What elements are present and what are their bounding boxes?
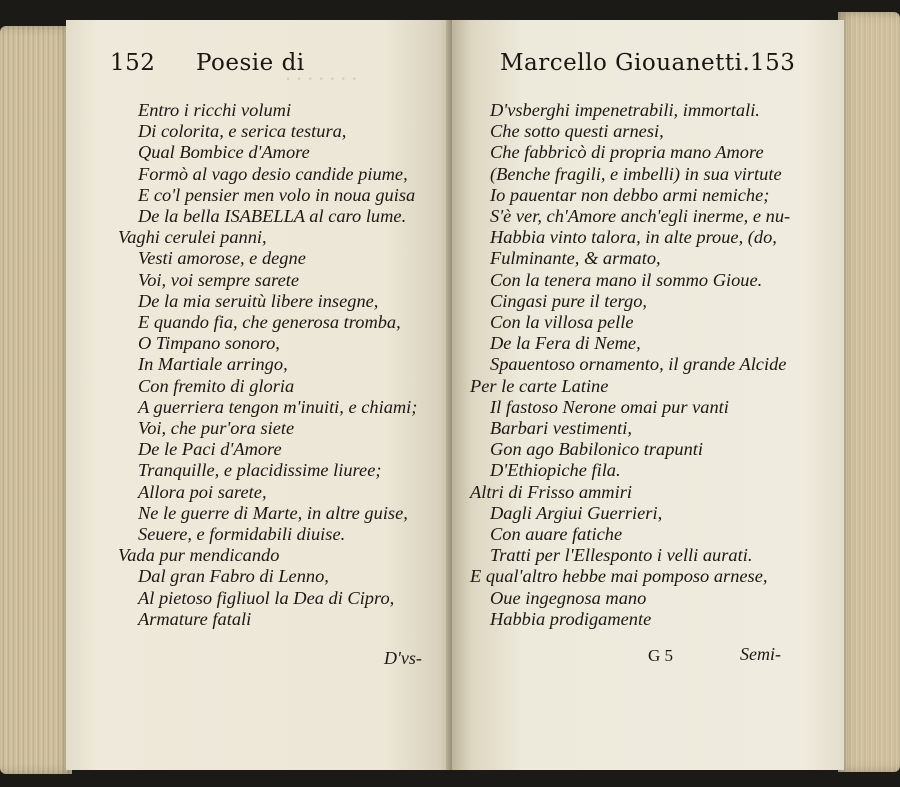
verse-line: Vaghi cerulei panni, bbox=[118, 227, 267, 248]
show-through-text: . . . . . . . bbox=[286, 60, 358, 85]
verse-line: Voi, che pur'ora siete bbox=[138, 418, 295, 439]
left-page-number: 152 bbox=[110, 50, 156, 76]
verse-line: Voi, voi sempre sarete bbox=[138, 269, 300, 290]
verse-line: Habbia vinto talora, in alte proue, (do, bbox=[490, 227, 777, 248]
verse-line: Di colorita, e serica testura, bbox=[138, 121, 347, 142]
signature-mark: G 5 bbox=[648, 646, 674, 665]
verse-line: Dagli Argiui Guerrieri, bbox=[490, 502, 663, 523]
left-catchword: D'vs- bbox=[384, 648, 422, 668]
verse-line: Armature fatali bbox=[138, 608, 252, 629]
verse-line: Che fabbricò di propria mano Amore bbox=[490, 142, 764, 163]
verse-line: Fulminante, & armato, bbox=[490, 248, 661, 269]
verse-line: Qual Bombice d'Amore bbox=[138, 142, 310, 163]
verse-line: De la Fera di Neme, bbox=[490, 333, 641, 354]
verse-line: Con auare fatiche bbox=[490, 524, 623, 545]
verse-line: E qual'altro hebbe mai pomposo arnese, bbox=[470, 566, 768, 587]
verse-line: Con la villosa pelle bbox=[490, 312, 634, 333]
verse-line: S'è ver, ch'Amore anch'egli inerme, e nu- bbox=[490, 206, 791, 227]
verse-line: De la mia seruitù libere insegne, bbox=[138, 290, 379, 311]
right-page bbox=[452, 20, 844, 770]
verse-line: O Timpano sonoro, bbox=[138, 333, 280, 354]
verse-line: Vesti amorose, e degne bbox=[138, 248, 306, 269]
verse-line: Dal gran Fabro di Lenno, bbox=[138, 566, 329, 587]
verse-line: Gon ago Babilonico trapunti bbox=[490, 439, 704, 460]
verse-line: Altri di Frisso ammiri bbox=[470, 481, 632, 502]
verse-line: (Benche fragili, e imbelli) in sua virtute bbox=[490, 163, 782, 184]
right-verse-block bbox=[470, 100, 790, 630]
verse-line: D'vsberghi impenetrabili, immortali. bbox=[490, 100, 760, 120]
verse-line: Tratti per l'Ellesponto i velli aurati. bbox=[490, 545, 753, 566]
verse-line: Vada pur mendicando bbox=[118, 545, 280, 566]
verse-line: Tranquille, e placidissime liuree; bbox=[138, 460, 382, 481]
right-page-number: 153 bbox=[750, 50, 796, 76]
verse-line: Il fastoso Nerone omai pur vanti bbox=[490, 396, 729, 417]
verse-line: E quando fia, che generosa tromba, bbox=[138, 312, 401, 333]
open-book bbox=[0, 8, 900, 780]
verse-line: Ne le guerre di Marte, in altre guise, bbox=[138, 502, 408, 523]
verse-line: Per le carte Latine bbox=[470, 375, 609, 396]
left-page bbox=[66, 20, 454, 770]
verse-line: Con la tenera mano il sommo Gioue. bbox=[490, 269, 763, 290]
verse-line: Habbia prodigamente bbox=[490, 608, 652, 629]
left-verse-block bbox=[118, 100, 417, 630]
verse-line: Seuere, e formidabili diuise. bbox=[138, 524, 346, 545]
verse-line: Formò al vago desio candide piume, bbox=[138, 163, 408, 184]
verse-line: Con fremito di gloria bbox=[138, 375, 295, 396]
verse-line: Spauentoso ornamento, il grande Alcide bbox=[490, 354, 787, 375]
verse-line: Oue ingegnosa mano bbox=[490, 587, 647, 608]
right-running-head: Marcello Giouanetti. bbox=[500, 50, 751, 76]
verse-line: Io pauentar non debbo armi nemiche; bbox=[490, 184, 770, 205]
verse-line: E co'l pensier men volo in noua guisa bbox=[138, 184, 416, 205]
left-running-head: Poesie di bbox=[196, 50, 305, 76]
verse-line: De la bella ISABELLA al caro lume. bbox=[138, 206, 407, 227]
verse-line: Cingasi pure il tergo, bbox=[490, 290, 648, 311]
right-page-edges bbox=[838, 12, 900, 772]
verse-line: De le Paci d'Amore bbox=[138, 439, 282, 460]
left-page-edges bbox=[0, 26, 72, 774]
verse-line: A guerriera tengon m'inuiti, e chiami; bbox=[138, 396, 418, 417]
verse-line: Allora poi sarete, bbox=[138, 481, 267, 502]
verse-line: Entro i ricchi volumi bbox=[138, 100, 292, 120]
right-catchword: Semi- bbox=[740, 644, 781, 664]
verse-line: Barbari vestimenti, bbox=[490, 418, 632, 439]
verse-line: Che sotto questi arnesi, bbox=[490, 121, 664, 142]
verse-line: Al pietoso figliuol la Dea di Cipro, bbox=[138, 587, 395, 608]
verse-line: In Martiale arringo, bbox=[138, 354, 288, 375]
verse-line: D'Ethiopiche fila. bbox=[490, 460, 621, 481]
